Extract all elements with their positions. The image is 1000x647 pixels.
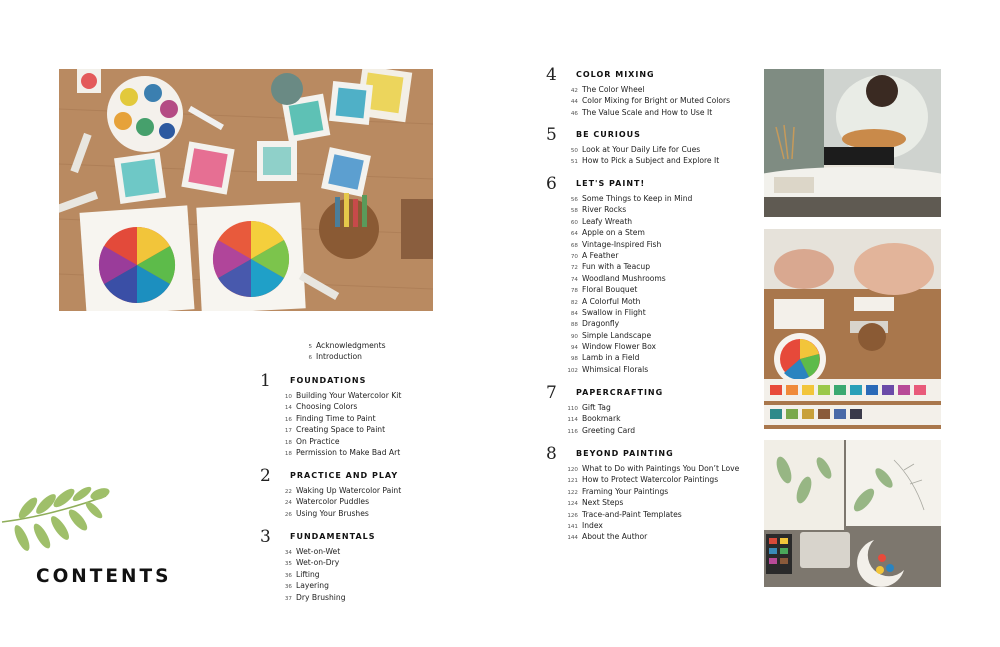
- toc-entry[interactable]: [278, 447, 401, 458]
- toc-entry-title: Dry Brushing: [296, 592, 346, 602]
- toc-page-number: 74: [570, 276, 578, 283]
- section-entry-list: [564, 463, 739, 543]
- toc-entry[interactable]: [298, 340, 386, 351]
- section-heading[interactable]: LET'S PAINT!: [576, 179, 646, 188]
- toc-entry[interactable]: [564, 520, 739, 531]
- toc-page-number: 18: [284, 450, 292, 457]
- section-number: 4: [546, 65, 557, 85]
- toc-page-number: 70: [570, 253, 578, 260]
- toc-page-number: 50: [570, 148, 578, 154]
- toc-entry[interactable]: [564, 193, 692, 204]
- toc-entry-title: Color Mixing for Bright or Muted Colors: [582, 96, 731, 106]
- toc-entry[interactable]: [564, 531, 739, 542]
- toc-entry-title: Index: [582, 520, 603, 530]
- leaf-sprig-illustration: [0, 486, 110, 566]
- toc-page-number: 116: [567, 428, 578, 435]
- toc-page-number: 17: [284, 428, 292, 435]
- toc-page-number: 94: [570, 345, 578, 352]
- toc-page-number: 36: [284, 584, 292, 591]
- section-number: 3: [260, 527, 271, 547]
- toc-page-number: 6: [308, 355, 312, 362]
- toc-entry-title: Next Steps: [582, 498, 624, 508]
- toc-entry[interactable]: [564, 204, 692, 215]
- toc-entry[interactable]: [278, 424, 401, 435]
- toc-page-number: 90: [570, 333, 578, 340]
- section-number: 7: [546, 383, 557, 403]
- toc-entry[interactable]: [564, 95, 730, 106]
- toc-entry-title: A Colorful Moth: [582, 296, 641, 306]
- watercolor-palette-and-swatches-photo: [59, 69, 433, 311]
- toc-entry[interactable]: [564, 227, 692, 238]
- section-heading[interactable]: BE CURIOUS: [576, 130, 641, 139]
- toc-page-number: 122: [567, 489, 578, 496]
- toc-page-number: 42: [570, 88, 578, 94]
- toc-entry[interactable]: [564, 307, 692, 318]
- toc-page-number: 18: [284, 439, 292, 446]
- hands-painting-swatches-photo: [764, 229, 941, 429]
- toc-entry-title: About the Author: [582, 532, 648, 542]
- toc-page-number: 120: [567, 467, 578, 473]
- toc-entry[interactable]: [278, 580, 346, 591]
- toc-entry[interactable]: [564, 341, 692, 352]
- section-entry-list: [278, 390, 401, 458]
- toc-entry[interactable]: [278, 413, 401, 424]
- toc-entry-title: Vintage-Inspired Fish: [582, 239, 662, 249]
- section-entry-list: [564, 84, 730, 118]
- toc-entry-title: Framing Your Paintings: [582, 486, 669, 496]
- section-entry-list: [278, 485, 401, 519]
- toc-page-number: 14: [284, 405, 292, 412]
- toc-page-number: 72: [570, 265, 578, 272]
- toc-entry[interactable]: [278, 546, 346, 557]
- toc-entry[interactable]: [564, 84, 730, 95]
- toc-entry-title: Choosing Colors: [296, 402, 358, 412]
- toc-entry[interactable]: [278, 390, 401, 401]
- toc-entry-title: Gift Tag: [582, 403, 611, 412]
- section-number: 5: [546, 125, 557, 145]
- toc-entry[interactable]: [278, 592, 346, 603]
- toc-entry-title: Whimsical Florals: [582, 364, 649, 374]
- toc-entry[interactable]: [564, 474, 739, 485]
- toc-entry[interactable]: [564, 216, 692, 227]
- toc-entry-title: Some Things to Keep in Mind: [582, 194, 693, 203]
- toc-entry-title: River Rocks: [582, 205, 627, 215]
- toc-entry[interactable]: [564, 364, 692, 375]
- toc-entry-title: Window Flower Box: [582, 342, 657, 352]
- toc-entry-title: Fun with a Teacup: [582, 262, 651, 272]
- toc-page-number: 114: [567, 417, 578, 424]
- toc-page-number: 22: [284, 489, 292, 495]
- toc-entry[interactable]: [564, 413, 635, 424]
- section-number: 6: [546, 174, 557, 194]
- toc-entry[interactable]: [564, 509, 739, 520]
- toc-entry-title: A Feather: [582, 250, 619, 260]
- toc-entry-title: How to Pick a Subject and Explore It: [582, 156, 720, 166]
- toc-page-number: 56: [570, 197, 578, 203]
- toc-entry-title: Finding Time to Paint: [296, 413, 376, 423]
- toc-entry-title: Permission to Make Bad Art: [296, 447, 401, 457]
- toc-entry-title: Woodland Mushrooms: [582, 273, 666, 283]
- toc-page-number: 26: [284, 511, 292, 518]
- section-heading[interactable]: FOUNDATIONS: [290, 376, 367, 385]
- section-heading[interactable]: PAPERCRAFTING: [576, 388, 664, 397]
- toc-page-number: 68: [570, 242, 578, 249]
- toc-entry[interactable]: [564, 107, 730, 118]
- toc-page-number: 144: [567, 535, 578, 542]
- toc-page-number: 60: [570, 219, 578, 226]
- toc-page-number: 78: [570, 288, 578, 295]
- toc-entry-title: What to Do with Paintings You Don’t Love: [582, 464, 740, 473]
- toc-page-number: 34: [284, 550, 292, 556]
- toc-entry[interactable]: [278, 508, 401, 519]
- section-heading[interactable]: BEYOND PAINTING: [576, 449, 674, 458]
- toc-page-number: 46: [570, 110, 578, 117]
- toc-page-number: 121: [567, 478, 578, 485]
- section-entry-list: [564, 402, 635, 436]
- section-number: 2: [260, 466, 271, 486]
- toc-entry-title: How to Protect Watercolor Paintings: [582, 475, 719, 485]
- toc-page-number: 102: [567, 367, 578, 374]
- toc-entry-title: Lamb in a Field: [582, 353, 640, 363]
- toc-page-number: 58: [570, 208, 578, 215]
- section-number: 8: [546, 444, 557, 464]
- toc-entry-title: Watercolor Puddles: [296, 497, 370, 507]
- toc-entry[interactable]: [564, 463, 739, 474]
- toc-entry[interactable]: [564, 261, 692, 272]
- toc-entry[interactable]: [564, 250, 692, 261]
- toc-entry-title: Dragonfly: [582, 319, 620, 329]
- toc-entry[interactable]: [564, 402, 635, 413]
- toc-page-number: 5: [308, 344, 312, 350]
- section-heading[interactable]: COLOR MIXING: [576, 70, 655, 79]
- toc-page-number: 110: [567, 406, 578, 412]
- toc-page-number: 141: [567, 523, 578, 530]
- toc-entry[interactable]: [278, 436, 401, 447]
- toc-entry-title: Leafy Wreath: [582, 216, 633, 226]
- toc-entry[interactable]: [278, 496, 401, 507]
- toc-entry-title: Creating Space to Paint: [296, 425, 386, 435]
- toc-entry-title: Simple Landscape: [582, 330, 652, 340]
- toc-entry[interactable]: [564, 497, 739, 508]
- section-number: 1: [260, 371, 271, 391]
- toc-entry[interactable]: [278, 401, 401, 412]
- toc-entry[interactable]: [278, 569, 346, 580]
- toc-entry-title: Look at Your Daily Life for Cues: [582, 145, 701, 154]
- toc-entry-title: Acknowledgments: [316, 341, 386, 350]
- toc-entry[interactable]: [278, 485, 401, 496]
- section-heading[interactable]: PRACTICE AND PLAY: [290, 471, 399, 480]
- toc-entry[interactable]: [278, 557, 346, 568]
- toc-entry[interactable]: [564, 144, 719, 155]
- toc-entry[interactable]: [564, 284, 692, 295]
- toc-page-number: 88: [570, 322, 578, 329]
- toc-entry[interactable]: [564, 352, 692, 363]
- section-entry-list: [564, 193, 692, 375]
- toc-entry[interactable]: [564, 155, 719, 166]
- front-matter-list: [298, 340, 386, 363]
- toc-entry[interactable]: [564, 273, 692, 284]
- toc-entry[interactable]: [564, 486, 739, 497]
- side-photo-2: [764, 229, 941, 429]
- section-entry-list: [278, 546, 346, 603]
- toc-entry-title: Building Your Watercolor Kit: [296, 391, 402, 400]
- toc-entry-title: Apple on a Stem: [582, 228, 645, 238]
- toc-page-number: 44: [570, 99, 578, 106]
- toc-page-number: 98: [570, 356, 578, 363]
- toc-entry-title: Wet-on-Dry: [296, 558, 340, 568]
- person-painting-at-table-photo: [764, 69, 941, 217]
- toc-entry-title: Trace-and-Paint Templates: [582, 509, 682, 519]
- toc-entry-title: On Practice: [296, 436, 340, 446]
- toc-entry-title: Greeting Card: [582, 425, 636, 435]
- toc-entry[interactable]: [564, 425, 635, 436]
- side-photo-1: [764, 69, 941, 217]
- toc-entry-title: Wet-on-Wet: [296, 547, 341, 556]
- toc-entry-title: Introduction: [316, 352, 362, 362]
- leaf-sprig-icon: [0, 486, 110, 566]
- toc-page-number: 51: [570, 159, 578, 166]
- toc-page-number: 10: [284, 394, 292, 400]
- toc-entry[interactable]: [298, 351, 386, 362]
- toc-entry[interactable]: [564, 318, 692, 329]
- toc-entry-title: Swallow in Flight: [582, 307, 646, 317]
- toc-entry-title: Bookmark: [582, 414, 621, 424]
- side-photo-3: [764, 440, 941, 587]
- toc-entry-title: Using Your Brushes: [296, 508, 369, 518]
- toc-entry-title: Waking Up Watercolor Paint: [296, 486, 402, 495]
- leaf-sketches-and-palette-photo: [764, 440, 941, 587]
- toc-entry-title: Floral Bouquet: [582, 285, 638, 295]
- toc-entry-title: Layering: [296, 581, 329, 591]
- toc-page-number: 24: [284, 500, 292, 507]
- main-photo: [59, 69, 433, 311]
- toc-entry[interactable]: [564, 330, 692, 341]
- toc-page-number: 84: [570, 310, 578, 317]
- toc-page-number: 35: [284, 561, 292, 568]
- section-heading[interactable]: FUNDAMENTALS: [290, 532, 376, 541]
- toc-page-number: 64: [570, 231, 578, 238]
- contents-title: CONTENTS: [36, 566, 172, 587]
- toc-page-number: 36: [284, 572, 292, 579]
- toc-page-number: 37: [284, 595, 292, 602]
- toc-entry-title: The Color Wheel: [582, 85, 645, 94]
- toc-page-number: 82: [570, 299, 578, 306]
- section-entry-list: [564, 144, 719, 167]
- toc-page-number: 16: [284, 416, 292, 423]
- toc-page-number: 124: [567, 501, 578, 508]
- toc-entry-title: The Value Scale and How to Use It: [582, 107, 713, 117]
- toc-entry[interactable]: [564, 239, 692, 250]
- toc-entry[interactable]: [564, 296, 692, 307]
- toc-page-number: 126: [567, 512, 578, 519]
- toc-entry-title: Lifting: [296, 569, 320, 579]
